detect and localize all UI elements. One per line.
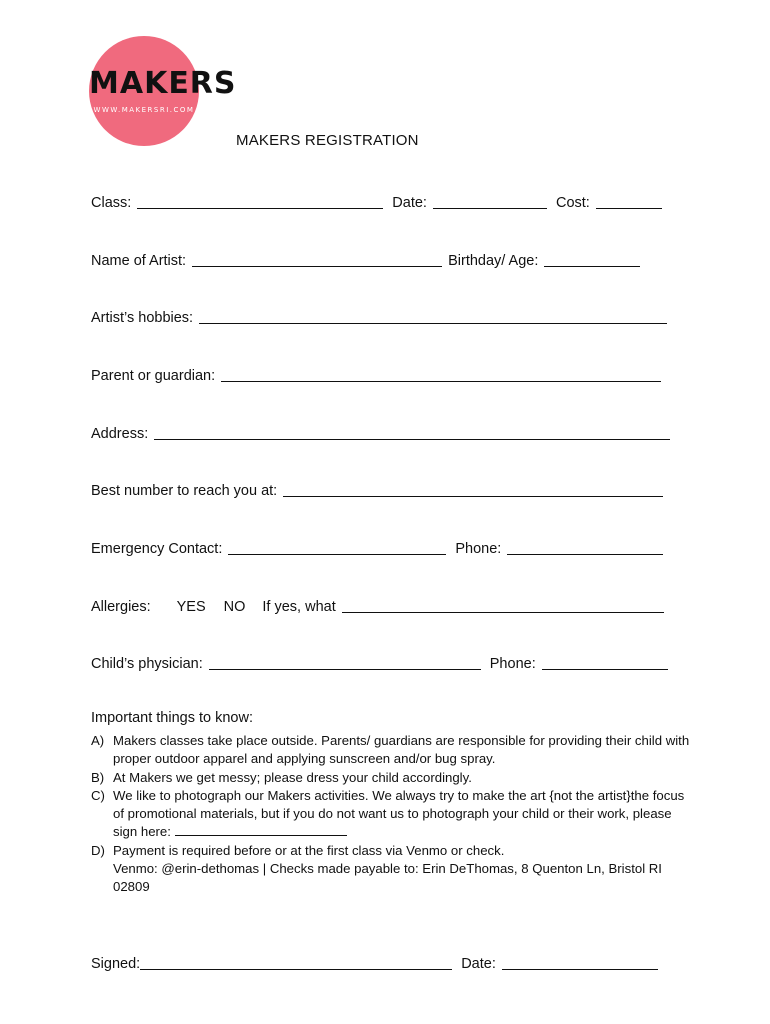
hobbies-row [91, 304, 673, 326]
hobbies-field[interactable] [199, 309, 667, 324]
signature-date-field[interactable] [502, 955, 658, 970]
date-label: Date: [392, 195, 427, 211]
artist-name-field[interactable] [192, 252, 442, 267]
artist-name-label: Name of Artist: [91, 253, 187, 269]
photo-opt-out-signature-field[interactable] [175, 823, 347, 836]
if-yes-label: If yes, what [262, 599, 336, 615]
parent-row [91, 362, 667, 384]
note-item [91, 842, 691, 897]
notes-list [91, 732, 691, 897]
physician-phone-label: Phone: [489, 656, 536, 672]
note-text: We like to photograph our Makers activities. We always try to make the art {not the artist}the focus of promotional materials, but if you do not want us to photograph your child or their work, please sign here: [113, 787, 685, 840]
notes-heading: Important things to know: [91, 710, 253, 726]
birthday-label: Birthday/ Age: [448, 253, 539, 269]
emergency-row [91, 535, 669, 557]
artist-row [91, 247, 646, 269]
address-label: Address: [91, 426, 149, 442]
logo-wordmark: MAKERS [89, 66, 237, 101]
cost-label: Cost: [555, 195, 590, 211]
note-text: Makers classes take place outside. Parents/ guardians are responsible for providing their child with proper outdoor apparel and applying sunscreen and/or bug spray. [113, 733, 690, 767]
note-item [91, 732, 691, 769]
note-marker: C) [91, 787, 105, 803]
logo-url: WWW.MAKERSRI.COM [93, 106, 195, 114]
allergies-row [91, 593, 670, 615]
date-field[interactable] [433, 194, 547, 209]
emergency-contact-field[interactable] [228, 540, 446, 555]
note-marker: D) [91, 842, 105, 858]
emergency-label: Emergency Contact: [91, 541, 223, 557]
allergies-no-option[interactable]: NO [223, 599, 246, 615]
note-text: At Makers we get messy; please dress your child accordingly. [113, 769, 472, 785]
note-item [91, 769, 691, 787]
birthday-age-field[interactable] [544, 252, 640, 267]
signature-field[interactable] [140, 955, 452, 970]
payment-details: Venmo: @erin-dethomas | Checks made payable to: Erin DeThomas, 8 Quenton Ln, Bristol RI 02809 [113, 861, 662, 895]
form-title: MAKERS REGISTRATION [236, 132, 419, 149]
allergies-label: Allergies: [91, 599, 151, 615]
note-text: Payment is required before or at the first class via Venmo or check. [113, 842, 505, 858]
class-label: Class: [91, 195, 132, 211]
makers-logo [89, 36, 237, 146]
emergency-phone-label: Phone: [455, 541, 502, 557]
best-number-field[interactable] [283, 482, 663, 497]
address-row [91, 420, 676, 442]
signed-label: Signed: [91, 956, 141, 972]
class-field[interactable] [137, 194, 383, 209]
cost-field[interactable] [596, 194, 662, 209]
physician-field[interactable] [209, 655, 481, 670]
best-number-row [91, 477, 669, 499]
note-text-wrap [113, 787, 691, 842]
allergies-detail-field[interactable] [342, 598, 664, 613]
note-marker: B) [91, 769, 105, 785]
signature-row [91, 950, 664, 972]
address-field[interactable] [154, 425, 670, 440]
signature-date-label: Date: [461, 956, 496, 972]
physician-row [91, 650, 674, 672]
note-item [91, 787, 691, 842]
parent-field[interactable] [221, 367, 661, 382]
physician-label: Child’s physician: [91, 656, 203, 672]
parent-label: Parent or guardian: [91, 368, 216, 384]
hobbies-label: Artist’s hobbies: [91, 310, 194, 326]
physician-phone-field[interactable] [542, 655, 668, 670]
class-row [91, 189, 668, 211]
best-number-label: Best number to reach you at: [91, 483, 278, 499]
note-marker: A) [91, 733, 105, 748]
allergies-yes-option[interactable]: YES [176, 599, 206, 615]
emergency-phone-field[interactable] [507, 540, 663, 555]
note-text-wrap [113, 842, 691, 897]
